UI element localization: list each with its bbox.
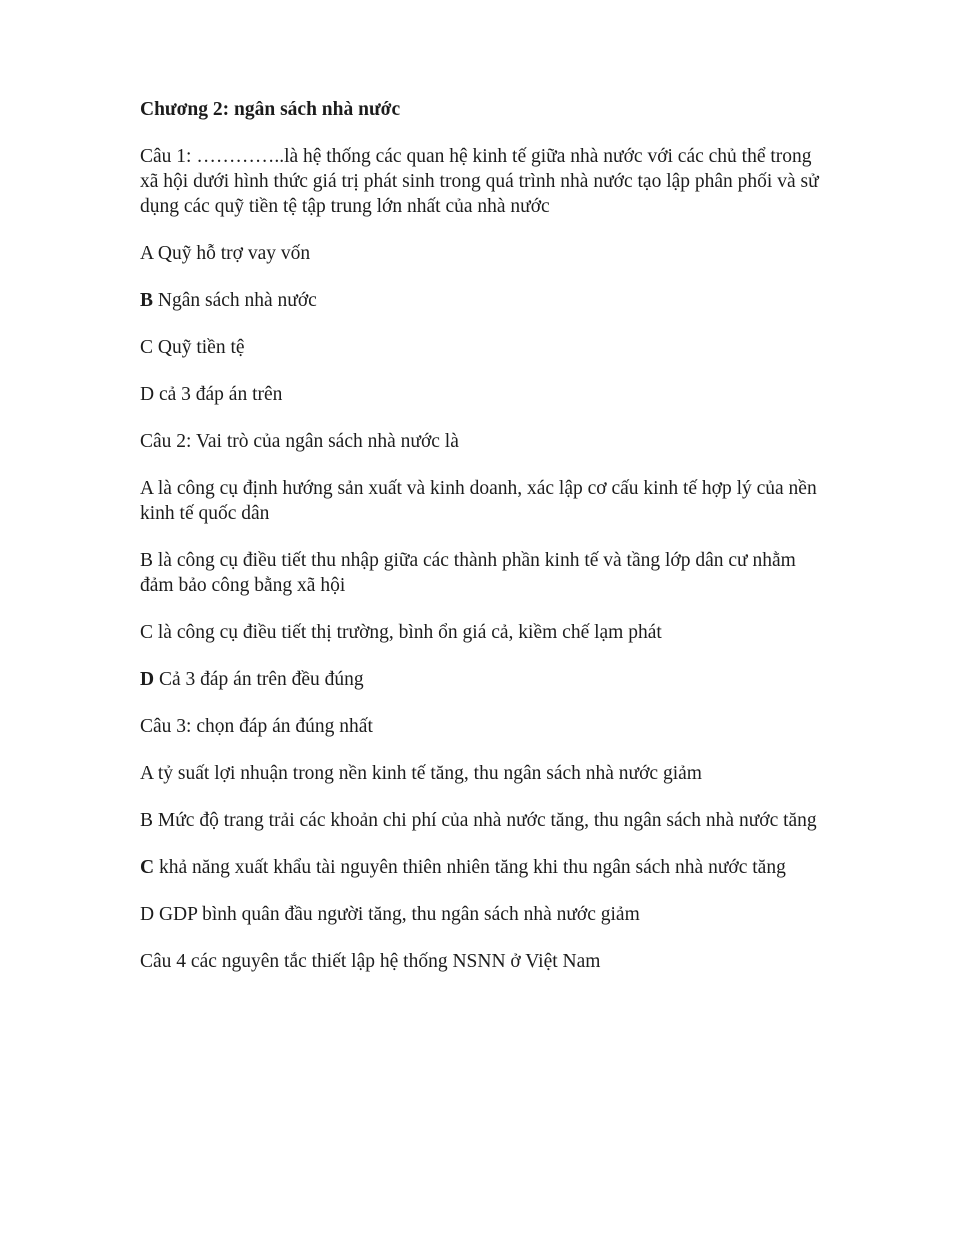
option-text: Cả 3 đáp án trên đều đúng [158, 669, 364, 690]
q3-option-b [140, 808, 830, 833]
question-2-text: Câu 2: Vai trò của ngân sách nhà nước là [140, 431, 459, 452]
option-letter: D [140, 904, 155, 925]
option-letter-correct: C [140, 857, 155, 878]
q1-option-b [140, 288, 830, 313]
q2-option-d [140, 667, 830, 692]
option-letter-correct: D [140, 669, 155, 690]
q3-option-c [140, 855, 830, 880]
option-letter: A [140, 763, 154, 784]
question-1-text: Câu 1: …………..là hệ thống các quan hệ kinh tế giữa nhà nước với các chủ thể trong xã hội dưới hình thức giá trị phát sinh trong quá trình nhà nước tạo lập phân phối và sử dụng các quỹ tiền tệ tập trung lớn nhất của nhà nước [140, 146, 819, 217]
option-text: là công cụ định hướng sản xuất và kinh doanh, xác lập cơ cấu kinh tế hợp lý của nền kinh tế quốc dân [140, 478, 817, 524]
chapter-title: Chương 2: ngân sách nhà nước [140, 99, 401, 120]
option-text: Mức độ trang trải các khoản chi phí của nhà nước tăng, thu ngân sách nhà nước tăng [157, 810, 817, 831]
q3-option-d [140, 902, 830, 927]
option-letter: D [140, 384, 155, 405]
q2-option-c [140, 620, 830, 645]
option-letter-correct: B [140, 290, 154, 311]
option-letter: A [140, 478, 154, 499]
option-text: khả năng xuất khẩu tài nguyên thiên nhiên tăng khi thu ngân sách nhà nước tăng [158, 857, 786, 878]
option-letter: A [140, 243, 154, 264]
q3-option-a [140, 761, 830, 786]
question-3-text: Câu 3: chọn đáp án đúng nhất [140, 716, 373, 737]
option-text: Quỹ hỗ trợ vay vốn [157, 243, 311, 264]
option-text: Quỹ tiền tệ [157, 337, 245, 358]
option-letter: C [140, 622, 154, 643]
option-letter: C [140, 337, 154, 358]
option-letter: B [140, 810, 154, 831]
q1-option-c [140, 335, 830, 360]
option-text: là công cụ điều tiết thị trường, bình ổn giá cả, kiềm chế lạm phát [157, 622, 662, 643]
q1-option-d [140, 382, 830, 407]
option-text: GDP bình quân đầu người tăng, thu ngân sách nhà nước giảm [158, 904, 640, 925]
document-page [140, 97, 830, 996]
q2-option-b [140, 548, 830, 598]
q1-option-a [140, 241, 830, 266]
option-text: cả 3 đáp án trên [158, 384, 283, 405]
option-text: là công cụ điều tiết thu nhập giữa các thành phần kinh tế và tầng lớp dân cư nhằm đảm bảo công bằng xã hội [140, 550, 796, 596]
option-letter: B [140, 550, 154, 571]
q2-option-a [140, 476, 830, 526]
question-4-text: Câu 4 các nguyên tắc thiết lập hệ thống NSNN ở Việt Nam [140, 951, 601, 972]
option-text: tỷ suất lợi nhuận trong nền kinh tế tăng, thu ngân sách nhà nước giảm [157, 763, 702, 784]
option-text: Ngân sách nhà nước [157, 290, 317, 311]
